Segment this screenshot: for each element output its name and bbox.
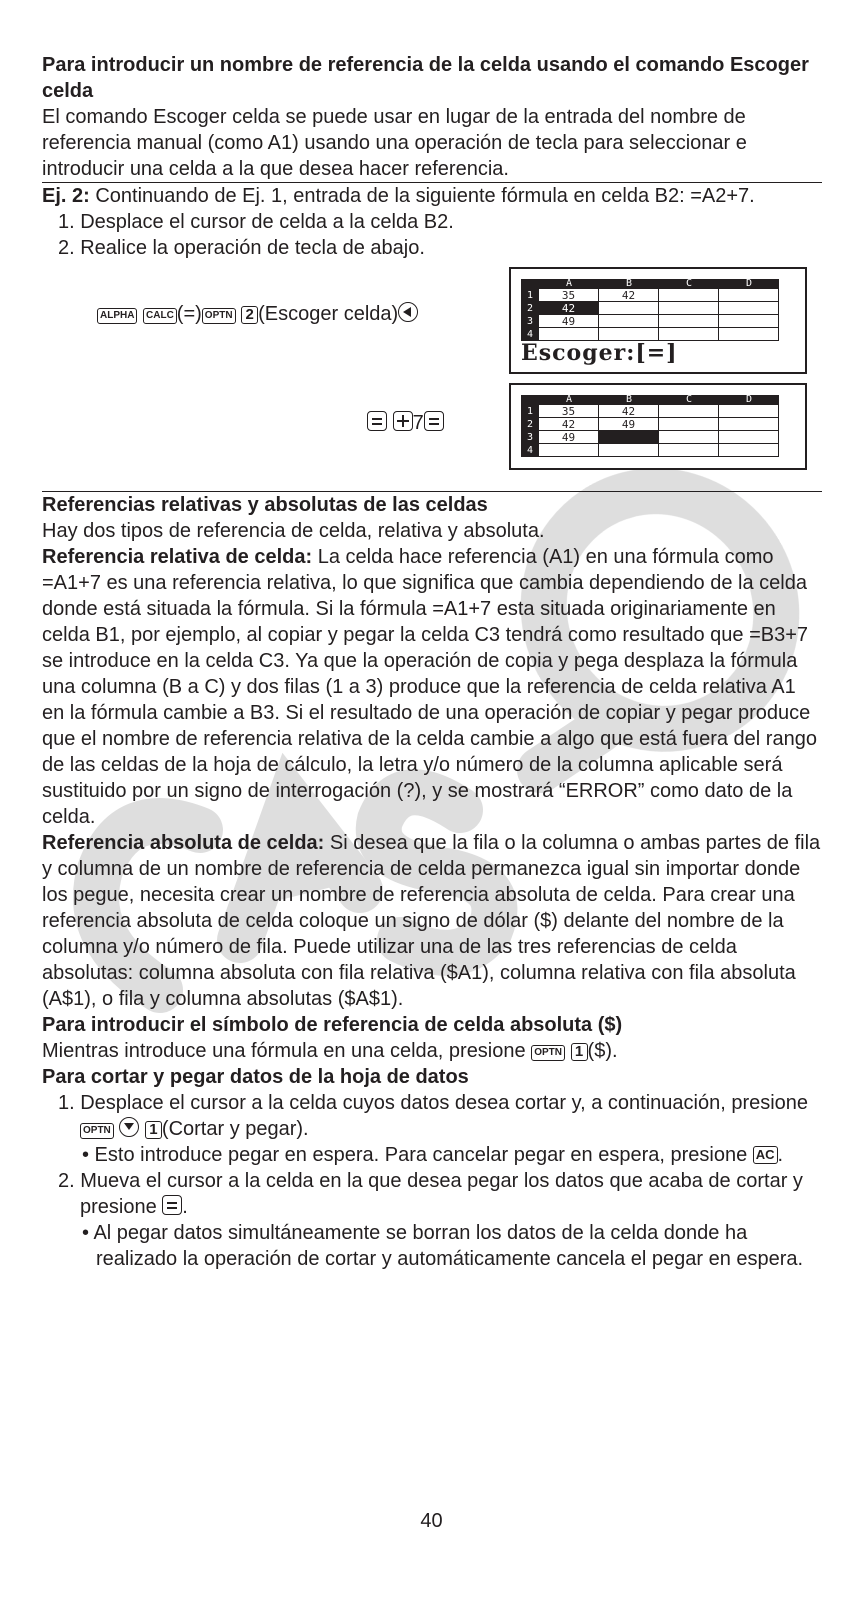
cut-step-2-text: 2. Mueva el cursor a la celda en la que desea pegar los datos que acaba de cortar y presione [58,1170,803,1218]
ac-key: AC [753,1146,778,1164]
manual-page [42,52,822,1272]
relative-reference-paragraph [42,544,822,830]
calculator-screen-2 [509,383,807,470]
grid-cell [659,418,719,431]
grid-cell [719,328,779,341]
grid-cell [659,302,719,315]
column-header: C [685,394,693,405]
cut-step-1-text: 1. Desplace el cursor a la celda cuyos datos desea cortar y, a continuación, presione [58,1092,809,1114]
left-arrow-icon [398,302,418,322]
column-header: B [625,394,633,405]
grid-row [521,431,779,444]
absolute-reference-text: Si desea que la fila o la columna o ambas partes de fila y columna de un nombre de referencia de celda permanezca igual sin importar donde los pegue, necesita crear un nombre de referencia absoluta de celda. Para crear una referencia absoluta de celda coloque un signo de dólar ($) delante del nombre de la columna y/o número de fila. Puede utilizar una de las tres referencias de celda absolutas: columna absoluta con fila relativa ($A1), columna relativa con fila absoluta (A$1), o fila y columna absolutas ($A$1). [42,832,821,1010]
absolute-reference-label: Referencia absoluta de celda: [42,832,325,854]
grid-row [521,302,779,315]
down-arrow-icon [119,1117,139,1137]
relative-reference-text: La celda hace referencia (A1) en una fórmula como =A1+7 es una referencia relativa, lo que significa que cambia dependiendo de la celda donde está situada la fórmula. Si la fórmula =A1+7 esta situada originariamente en celda B1, por ejemplo, al copiar y pegar la celda C3 tendrá como resultado que =B3+7 se introduce en la celda C3. Ya que la operación de copia y pega desplaza la fórmula una columna (B a C) y dos filas (1 a 3) produce que la referencia de celda relativa A1 en la fórmula cambie a B3. Si el resultado de una operación de copiar y pegar produce que el nombre de referencia relativa de la celda cambie a algo que está fuera del rango de las celdas de la hoja de cálculo, la letra y/o número de la columna aplicable será sustituido por un signo de interrogación (?), y se mostrará “ERROR” como dato de la celda. [42,546,817,828]
grid-cell [659,315,719,328]
grid-row [521,315,779,328]
cut-bullet-2: • Al pegar datos simultáneamente se borran los datos de la celda donde ha realizado la operación de cortar y automáticamente cancela el pegar en espera. [82,1222,804,1270]
two-key: 2 [241,306,258,324]
example-step-1: 1. Desplace el cursor de celda a la celda B2. [58,211,454,233]
example-label: Ej. 2: [42,185,90,207]
seven-digit: 7 [412,412,424,434]
grid-cell [719,418,779,431]
grid-cell: 49 [539,315,599,328]
grid-cell [539,444,599,457]
spreadsheet-grid [521,395,779,457]
grid-row [521,405,779,418]
dollar-tail: ($). [587,1040,618,1062]
spreadsheet-grid [521,279,779,341]
key-operation-2 [367,410,444,436]
column-header: A [565,394,573,405]
grid-cell [599,315,659,328]
optn-key: OPTN [531,1045,565,1061]
one-key: 1 [145,1121,162,1139]
grid-cell: 42 [539,418,599,431]
cut-step-1 [42,1090,822,1142]
column-header: D [745,278,753,289]
row-number: 4 [521,328,539,341]
equals-key-icon [162,1195,182,1215]
grid-cell: 49 [599,418,659,431]
cut-step-2 [42,1168,822,1220]
grid-cell [659,444,719,457]
column-header: A [565,278,573,289]
calculator-screen-1 [509,267,807,374]
column-header-row [521,395,779,405]
cut-step-1-tail: (Cortar y pegar). [161,1118,309,1140]
grid-cell [659,431,719,444]
grid-row [521,444,779,457]
calc-key: CALC [143,308,177,324]
grid-cell [659,289,719,302]
grid-cell: 42 [599,289,659,302]
dollar-text: Mientras introduce una fórmula en una celda, presione [42,1040,532,1062]
grid-cell [719,289,779,302]
references-intro: Hay dos tipos de referencia de celda, relativa y absoluta. [42,520,545,542]
page-number: 40 [420,1510,443,1532]
grid-cell: 49 [539,431,599,444]
cut-bullet-1-text: • Esto introduce pegar en espera. Para cancelar pegar en espera, presione [82,1144,753,1166]
escoger-description: El comando Escoger celda se puede usar en lugar de la entrada del nombre de referencia manual (como A1) usando una operación de tecla para seleccionar e introducir una celda a la que desea hacer referencia. [42,106,747,180]
equals-key-icon [424,411,444,431]
section-title-dollar: Para introducir el símbolo de referencia de celda absoluta ($) [42,1014,623,1036]
example-text: Continuando de Ej. 1, entrada de la siguiente fórmula en celda B2: =A2+7. [89,185,755,207]
grid-cell: 35 [539,405,599,418]
cut-bullet-1 [42,1142,822,1168]
grid-row [521,418,779,431]
grid-cell [599,302,659,315]
optn-key: OPTN [202,308,236,324]
grid-cell-selected: 42 [539,302,599,315]
row-number: 4 [521,444,539,457]
equals-key-icon [367,411,387,431]
example-step-2: 2. Realice la operación de tecla de abajo. [58,237,425,259]
plus-key-icon [393,411,413,431]
grid-row [521,289,779,302]
row-number: 2 [521,418,539,431]
section-title-escoger: Para introducir un nombre de referencia de la celda usando el comando Escoger celda [42,54,809,102]
absolute-reference-paragraph [42,830,822,1012]
row-number: 1 [521,405,539,418]
grid-cell-selected [599,431,659,444]
column-header-row [521,279,779,289]
row-number: 3 [521,315,539,328]
grid-cell [719,315,779,328]
alpha-key: ALPHA [97,308,137,324]
column-header: B [625,278,633,289]
dollar-instruction [42,1038,822,1064]
cut-step-2-tail: . [182,1196,188,1218]
grid-cell [719,444,779,457]
column-header: C [685,278,693,289]
key-operation-1 [97,301,418,327]
grid-cell [599,444,659,457]
example-2 [42,183,822,209]
section-title-references: Referencias relativas y absolutas de las celdas [42,494,488,516]
cut-bullet-1-tail: . [777,1144,784,1166]
grid-cell: 42 [599,405,659,418]
optn-key: OPTN [80,1123,114,1139]
escoger-prompt: Escoger:[=] [521,340,678,366]
grid-cell [659,405,719,418]
row-number: 2 [521,302,539,315]
grid-cell [719,431,779,444]
escoger-celda-text: (Escoger celda) [258,303,399,325]
relative-reference-label: Referencia relativa de celda: [42,546,313,568]
equals-paren-text: (=) [176,303,202,325]
section-title-cut: Para cortar y pegar datos de la hoja de datos [42,1066,469,1088]
one-key: 1 [571,1043,588,1061]
row-number: 1 [521,289,539,302]
grid-cell: 35 [539,289,599,302]
column-header: D [745,394,753,405]
grid-cell [719,405,779,418]
grid-cell [719,302,779,315]
example-figures [42,261,822,488]
row-number: 3 [521,431,539,444]
